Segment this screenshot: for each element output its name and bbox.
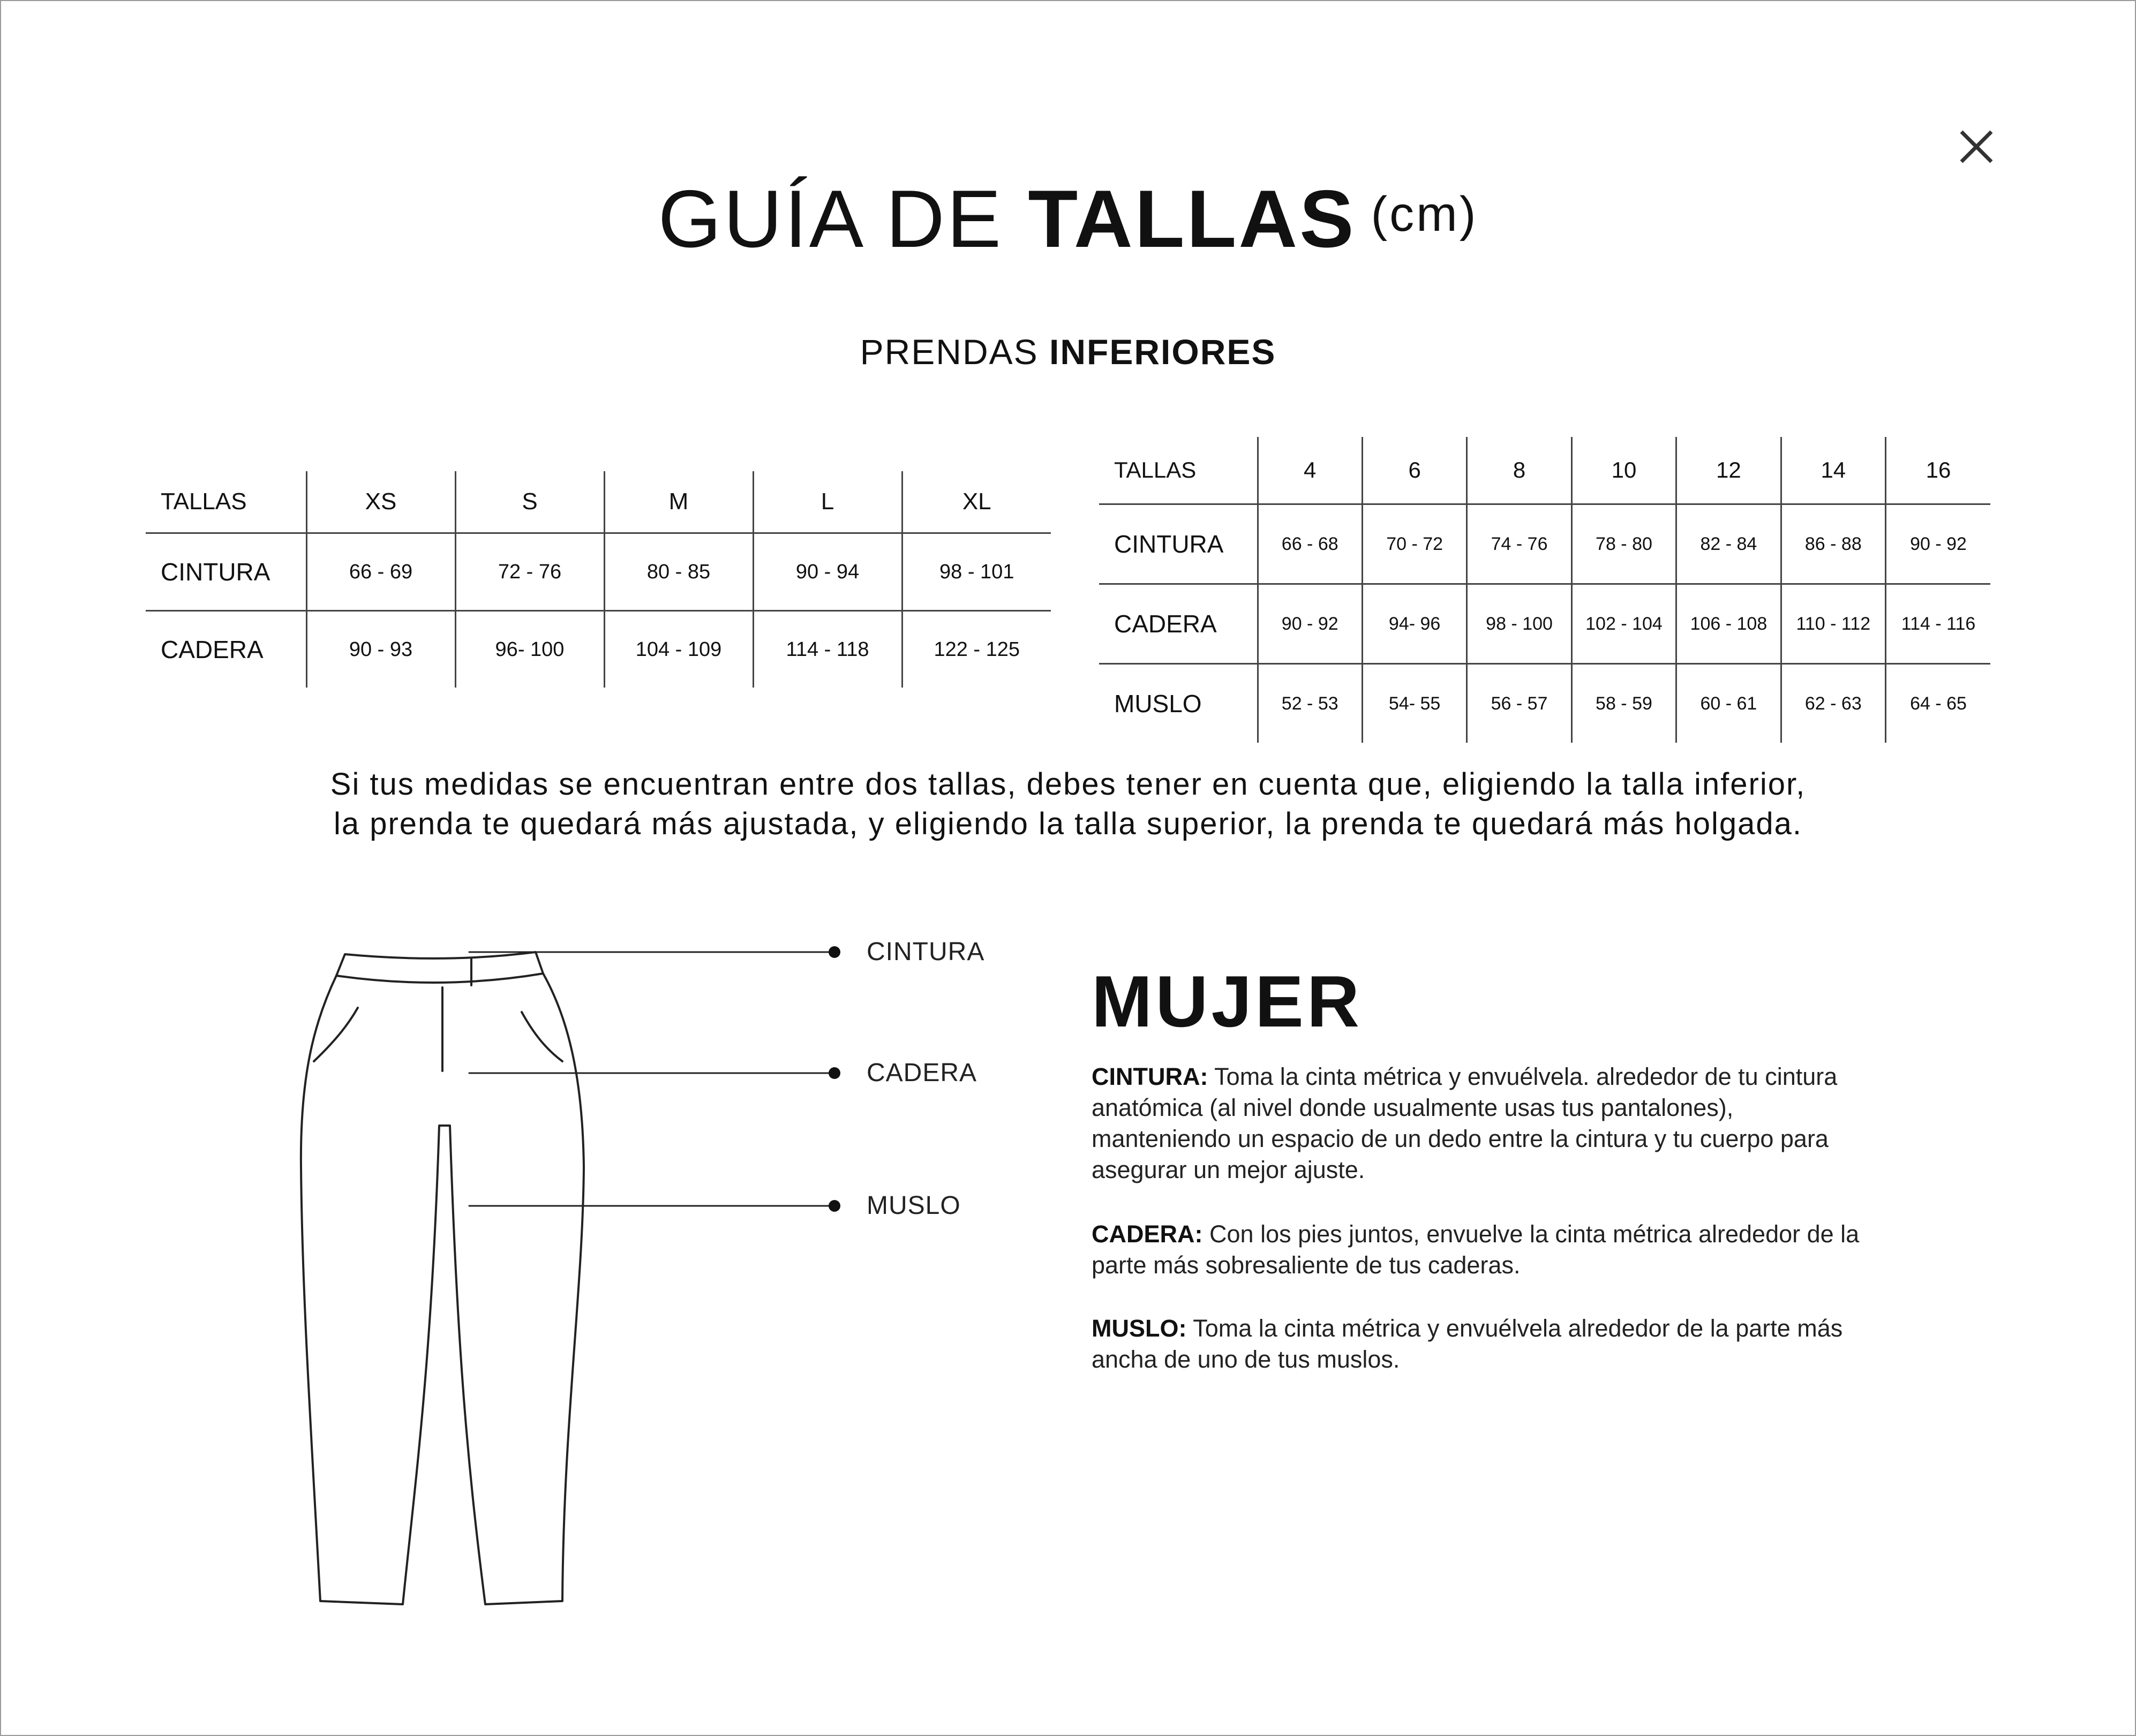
fit-note-line: Si tus medidas se encuentran entre dos tallas, debes tener en cuenta que, eligiendo la talla inferior, <box>330 767 1806 802</box>
table-row <box>1099 504 1990 584</box>
table-cell: 54- 55 <box>1362 664 1466 743</box>
table-header-cell: TALLAS <box>1114 457 1197 482</box>
table-row <box>146 611 1051 688</box>
fit-note-line: la prenda te quedará más ajustada, y eligiendo la talla superior, la prenda te quedará más holgada. <box>333 806 1803 841</box>
title-light: GUÍA DE <box>658 173 1004 265</box>
guide-term: MUSLO: <box>1092 1315 1187 1342</box>
table-cell: 94- 96 <box>1362 584 1466 664</box>
row-label: CADERA <box>1099 584 1258 664</box>
title-unit: (cm) <box>1371 187 1478 241</box>
size-table-adult <box>146 471 1051 688</box>
guide-heading: MUJER <box>1092 961 1363 1042</box>
row-label: CINTURA <box>1099 504 1258 584</box>
guide-text: Toma la cinta métrica y envuélvela alrededor de la parte más ancha de uno de tus muslos. <box>1092 1315 1843 1373</box>
row-label: CINTURA <box>146 533 306 611</box>
table-cell: 90 - 92 <box>1258 584 1362 664</box>
table-header-cell: M <box>604 471 753 533</box>
table-header-row <box>1099 437 1990 504</box>
table-cell: 90 - 93 <box>306 611 455 688</box>
table-header-cell: 8 <box>1467 437 1571 504</box>
callout-cadera: CADERA <box>867 1059 977 1087</box>
table-cell: 78 - 80 <box>1571 504 1676 584</box>
row-label: MUSLO <box>1099 664 1258 743</box>
table-header-cell: L <box>753 471 902 533</box>
pants-icon <box>289 942 878 1617</box>
table-cell: 96- 100 <box>455 611 604 688</box>
table-header-cell: XS <box>306 471 455 533</box>
table-cell: 64 - 65 <box>1886 664 1990 743</box>
size-table-numeric <box>1099 437 1990 743</box>
guide-item-muslo <box>1092 1313 1863 1375</box>
guide-item-cadera <box>1092 1219 1863 1281</box>
page-title <box>0 161 2136 273</box>
callout-cintura: CINTURA <box>867 938 985 966</box>
table-header-cell: 4 <box>1258 437 1362 504</box>
table-cell: 60 - 61 <box>1676 664 1781 743</box>
table-cell: 90 - 94 <box>753 533 902 611</box>
table-cell: 66 - 68 <box>1258 504 1362 584</box>
table-cell: 72 - 76 <box>455 533 604 611</box>
table-cell: 106 - 108 <box>1676 584 1781 664</box>
table-cell: 80 - 85 <box>604 533 753 611</box>
table-cell: 98 - 100 <box>1467 584 1571 664</box>
fit-note <box>0 765 2136 844</box>
table-cell: 86 - 88 <box>1781 504 1885 584</box>
table-row <box>1099 584 1990 664</box>
table-cell: 122 - 125 <box>902 611 1051 688</box>
table-header-cell: 14 <box>1781 437 1885 504</box>
section-title-bold: INFERIORES <box>1049 332 1276 372</box>
table-cell: 90 - 92 <box>1886 504 1990 584</box>
table-cell: 52 - 53 <box>1258 664 1362 743</box>
table-header-cell: 12 <box>1676 437 1781 504</box>
guide-term: CINTURA: <box>1092 1063 1208 1090</box>
table-cell: 58 - 59 <box>1571 664 1676 743</box>
table-cell: 62 - 63 <box>1781 664 1885 743</box>
title-bold: TALLAS <box>1028 173 1356 265</box>
table-cell: 110 - 112 <box>1781 584 1885 664</box>
table-cell: 66 - 69 <box>306 533 455 611</box>
table-cell: 104 - 109 <box>604 611 753 688</box>
table-header-cell: 6 <box>1362 437 1466 504</box>
table-header-cell: S <box>455 471 604 533</box>
callout-muslo: MUSLO <box>867 1191 961 1220</box>
table-header-row <box>146 471 1051 533</box>
section-title-light: PRENDAS <box>860 332 1039 372</box>
table-header-cell: 16 <box>1886 437 1990 504</box>
table-header-cell: XL <box>902 471 1051 533</box>
table-header-cell: TALLAS <box>161 488 247 515</box>
table-row <box>1099 664 1990 743</box>
section-title <box>0 328 2136 376</box>
table-cell: 114 - 116 <box>1886 584 1990 664</box>
table-header-cell: 10 <box>1571 437 1676 504</box>
table-cell: 102 - 104 <box>1571 584 1676 664</box>
row-label: CADERA <box>146 611 306 688</box>
guide-term: CADERA: <box>1092 1220 1203 1248</box>
guide-text: Con los pies juntos, envuelve la cinta métrica alrededor de la parte más sobresaliente de tus caderas. <box>1092 1220 1860 1279</box>
table-cell: 98 - 101 <box>902 533 1051 611</box>
pants-diagram <box>289 942 878 1617</box>
table-cell: 114 - 118 <box>753 611 902 688</box>
guide-item-cintura <box>1092 1061 1863 1186</box>
table-row <box>146 533 1051 611</box>
table-cell: 56 - 57 <box>1467 664 1571 743</box>
table-cell: 82 - 84 <box>1676 504 1781 584</box>
table-cell: 70 - 72 <box>1362 504 1466 584</box>
table-cell: 74 - 76 <box>1467 504 1571 584</box>
guide-text: Toma la cinta métrica y envuélvela. alrededor de tu cintura anatómica (al nivel donde usualmente usas tus pantalones), manteniendo un espacio de un dedo entre la cintura y tu cuerpo para asegurar un mejor ajuste. <box>1092 1063 1838 1183</box>
